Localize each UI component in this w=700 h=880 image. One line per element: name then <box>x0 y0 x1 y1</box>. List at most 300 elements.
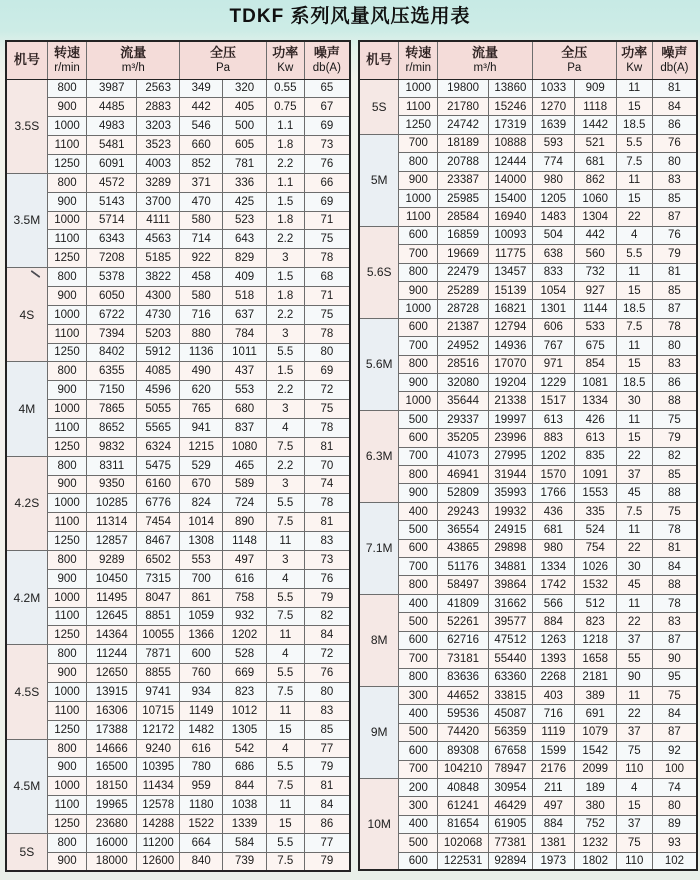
noise-cell: 67 <box>304 98 350 117</box>
pressure-high-cell: 934 <box>180 683 223 702</box>
flow-high-cell: 9289 <box>87 550 137 569</box>
pressure-high-cell: 1301 <box>532 300 574 318</box>
power-cell: 11 <box>616 79 652 97</box>
pressure-low-cell: 637 <box>223 305 267 324</box>
speed-cell: 400 <box>399 705 438 723</box>
speed-cell: 600 <box>399 631 438 649</box>
speed-cell: 800 <box>47 550 87 569</box>
flow-high-cell: 22479 <box>438 263 489 281</box>
speed-cell: 500 <box>399 613 438 631</box>
noise-cell: 66 <box>304 173 350 192</box>
noise-cell: 89 <box>652 815 697 833</box>
table-row <box>6 324 350 343</box>
power-cell: 7.5 <box>266 437 304 456</box>
pressure-high-cell: 941 <box>180 418 223 437</box>
power-cell: 1.8 <box>266 286 304 305</box>
pressure-low-cell: 829 <box>223 249 267 268</box>
power-cell: 45 <box>616 576 652 594</box>
flow-low-cell: 5912 <box>137 343 180 362</box>
flow-high-cell: 13915 <box>87 683 137 702</box>
pressure-high-cell: 566 <box>532 594 574 612</box>
power-cell: 5.5 <box>616 245 652 263</box>
pressure-low-cell: 512 <box>574 594 616 612</box>
flow-high-cell: 12645 <box>87 607 137 626</box>
power-cell: 3 <box>266 324 304 343</box>
pressure-low-cell: 823 <box>223 683 267 702</box>
power-cell: 37 <box>616 815 652 833</box>
noise-cell: 71 <box>304 286 350 305</box>
noise-cell: 92 <box>652 742 697 760</box>
table-row <box>6 154 350 173</box>
flow-low-cell: 23996 <box>488 429 532 447</box>
pressure-low-cell: 675 <box>574 337 616 355</box>
flow-high-cell: 7208 <box>87 249 137 268</box>
pressure-high-cell: 1059 <box>180 607 223 626</box>
power-cell: 37 <box>616 723 652 741</box>
table-row <box>6 173 350 192</box>
speed-cell: 900 <box>47 758 87 777</box>
power-cell: 2.2 <box>266 230 304 249</box>
noise-cell: 83 <box>652 613 697 631</box>
power-cell: 11 <box>616 686 652 704</box>
noise-cell: 74 <box>652 778 697 796</box>
table-row <box>359 613 697 631</box>
table-row <box>6 305 350 324</box>
pressure-low-cell: 643 <box>223 230 267 249</box>
speed-cell: 1100 <box>47 796 87 815</box>
table-row <box>359 650 697 668</box>
flow-low-cell: 13860 <box>488 79 532 97</box>
power-cell: 15 <box>616 97 652 115</box>
noise-cell: 73 <box>304 550 350 569</box>
power-cell: 110 <box>616 852 652 870</box>
flow-low-cell: 33815 <box>488 686 532 704</box>
table-row <box>359 171 697 189</box>
flow-low-cell: 4003 <box>137 154 180 173</box>
noise-cell: 78 <box>652 318 697 336</box>
flow-low-cell: 5203 <box>137 324 180 343</box>
table-row <box>359 79 697 97</box>
model-cell: 4.2M <box>6 550 47 644</box>
flow-high-cell: 9832 <box>87 437 137 456</box>
flow-low-cell: 6502 <box>137 550 180 569</box>
flow-low-cell: 2883 <box>137 98 180 117</box>
flow-low-cell: 39577 <box>488 613 532 631</box>
speed-cell: 600 <box>399 852 438 870</box>
flow-low-cell: 30954 <box>488 778 532 796</box>
flow-low-cell: 4563 <box>137 230 180 249</box>
speed-cell: 1000 <box>399 79 438 97</box>
flow-high-cell: 58497 <box>438 576 489 594</box>
flow-high-cell: 17388 <box>87 720 137 739</box>
power-cell: 2.2 <box>266 154 304 173</box>
pressure-low-cell: 405 <box>223 98 267 117</box>
speed-cell: 1000 <box>47 588 87 607</box>
model-cell: 9M <box>359 686 399 778</box>
power-cell: 4 <box>266 739 304 758</box>
model-cell: 10M <box>359 778 399 870</box>
power-cell: 11 <box>616 594 652 612</box>
table-row <box>6 456 350 475</box>
table-row <box>359 815 697 833</box>
col-header-flow: 流量 m³/h <box>438 41 533 79</box>
model-cell: 4S <box>6 268 47 362</box>
speed-cell: 800 <box>399 576 438 594</box>
col-header-model: 机号 <box>359 41 399 79</box>
pressure-high-cell: 780 <box>180 758 223 777</box>
pressure-low-cell: 754 <box>574 539 616 557</box>
flow-low-cell: 34881 <box>488 558 532 576</box>
power-cell: 22 <box>616 208 652 226</box>
speed-cell: 800 <box>399 153 438 171</box>
table-row <box>359 153 697 171</box>
speed-cell: 800 <box>47 79 87 98</box>
table-row <box>359 834 697 852</box>
noise-cell: 100 <box>652 760 697 778</box>
table-row <box>6 777 350 796</box>
noise-cell: 84 <box>652 705 697 723</box>
speed-cell: 800 <box>47 173 87 192</box>
pressure-low-cell: 426 <box>574 410 616 428</box>
speed-cell: 400 <box>399 594 438 612</box>
flow-high-cell: 40848 <box>438 778 489 796</box>
model-cell: 8M <box>359 594 399 686</box>
power-cell: 37 <box>616 631 652 649</box>
power-cell: 1.5 <box>266 268 304 287</box>
table-row <box>359 189 697 207</box>
pressure-low-cell: 437 <box>223 362 267 381</box>
power-cell: 5.5 <box>266 343 304 362</box>
speed-cell: 800 <box>399 355 438 373</box>
pressure-low-cell: 680 <box>223 400 267 419</box>
speed-cell: 1100 <box>47 230 87 249</box>
pressure-high-cell: 1366 <box>180 626 223 645</box>
table-row <box>6 645 350 664</box>
power-cell: 15 <box>616 797 652 815</box>
speed-cell: 900 <box>399 281 438 299</box>
model-cell: 7.1M <box>359 502 399 594</box>
speed-cell: 800 <box>399 466 438 484</box>
table-row <box>359 594 697 612</box>
pressure-low-cell: 1542 <box>574 742 616 760</box>
table-row <box>6 852 350 871</box>
table-row <box>6 286 350 305</box>
pressure-high-cell: 1973 <box>532 852 574 870</box>
speed-cell: 800 <box>47 268 87 287</box>
power-cell: 7.5 <box>616 153 652 171</box>
pressure-high-cell: 959 <box>180 777 223 796</box>
pressure-high-cell: 1263 <box>532 631 574 649</box>
power-cell: 37 <box>616 466 652 484</box>
model-cell: 5.6M <box>359 318 399 410</box>
pressure-high-cell: 660 <box>180 136 223 155</box>
flow-high-cell: 3987 <box>87 79 137 98</box>
noise-cell: 76 <box>652 226 697 244</box>
flow-high-cell: 89308 <box>438 742 489 760</box>
noise-cell: 78 <box>652 521 697 539</box>
pressure-low-cell: 1802 <box>574 852 616 870</box>
power-cell: 11 <box>616 171 652 189</box>
power-cell: 4 <box>266 569 304 588</box>
speed-cell: 700 <box>399 760 438 778</box>
noise-cell: 81 <box>304 437 350 456</box>
flow-high-cell: 4983 <box>87 117 137 136</box>
noise-cell: 88 <box>652 392 697 410</box>
pressure-low-cell: 589 <box>223 475 267 494</box>
pressure-low-cell: 835 <box>574 447 616 465</box>
noise-cell: 75 <box>652 410 697 428</box>
pressure-low-cell: 409 <box>223 268 267 287</box>
pressure-low-cell: 533 <box>574 318 616 336</box>
power-cell: 3 <box>266 249 304 268</box>
flow-high-cell: 18189 <box>438 134 489 152</box>
col-header-speed: 转速 r/min <box>399 41 438 79</box>
table-row <box>359 705 697 723</box>
pressure-low-cell: 724 <box>223 494 267 513</box>
table-row <box>359 447 697 465</box>
noise-cell: 72 <box>304 645 350 664</box>
pressure-high-cell: 840 <box>180 852 223 871</box>
table-row <box>6 79 350 98</box>
noise-cell: 74 <box>304 475 350 494</box>
power-cell: 18.5 <box>616 300 652 318</box>
flow-high-cell: 51176 <box>438 558 489 576</box>
pressure-low-cell: 1532 <box>574 576 616 594</box>
flow-high-cell: 62716 <box>438 631 489 649</box>
pressure-low-cell: 389 <box>574 686 616 704</box>
table-row <box>6 98 350 117</box>
power-cell: 11 <box>266 701 304 720</box>
pressure-high-cell: 606 <box>532 318 574 336</box>
noise-cell: 84 <box>304 796 350 815</box>
pressure-low-cell: 335 <box>574 502 616 520</box>
flow-high-cell: 29337 <box>438 410 489 428</box>
power-cell: 11 <box>616 410 652 428</box>
speed-cell: 400 <box>399 502 438 520</box>
flow-high-cell: 5143 <box>87 192 137 211</box>
flow-low-cell: 15400 <box>488 189 532 207</box>
pressure-low-cell: 909 <box>574 79 616 97</box>
pressure-high-cell: 1517 <box>532 392 574 410</box>
pressure-high-cell: 670 <box>180 475 223 494</box>
pressure-high-cell: 1202 <box>532 447 574 465</box>
flow-high-cell: 7865 <box>87 400 137 419</box>
pressure-high-cell: 700 <box>180 569 223 588</box>
flow-low-cell: 7454 <box>137 513 180 532</box>
speed-cell: 700 <box>399 650 438 668</box>
speed-cell: 1000 <box>47 494 87 513</box>
pressure-high-cell: 1308 <box>180 532 223 551</box>
speed-cell: 800 <box>47 645 87 664</box>
speed-cell: 600 <box>399 429 438 447</box>
power-cell: 15 <box>266 720 304 739</box>
pressure-high-cell: 1054 <box>532 281 574 299</box>
table-row <box>6 701 350 720</box>
noise-cell: 93 <box>652 834 697 852</box>
noise-cell: 86 <box>304 815 350 834</box>
flow-high-cell: 16000 <box>87 833 137 852</box>
noise-cell: 84 <box>652 97 697 115</box>
pressure-high-cell: 833 <box>532 263 574 281</box>
flow-high-cell: 4572 <box>87 173 137 192</box>
pressure-high-cell: 1334 <box>532 558 574 576</box>
noise-cell: 84 <box>304 626 350 645</box>
flow-high-cell: 20788 <box>438 153 489 171</box>
noise-cell: 69 <box>304 117 350 136</box>
flow-high-cell: 12857 <box>87 532 137 551</box>
flow-low-cell: 5185 <box>137 249 180 268</box>
col-header-pressure: 全压 Pa <box>532 41 616 79</box>
table-row <box>6 211 350 230</box>
flow-high-cell: 73181 <box>438 650 489 668</box>
noise-cell: 69 <box>304 362 350 381</box>
noise-cell: 73 <box>304 136 350 155</box>
noise-cell: 83 <box>304 532 350 551</box>
pressure-high-cell: 600 <box>180 645 223 664</box>
noise-cell: 76 <box>304 154 350 173</box>
table-row <box>6 550 350 569</box>
flow-high-cell: 35205 <box>438 429 489 447</box>
col-header-flow: 流量 m³/h <box>87 41 180 79</box>
pressure-low-cell: 686 <box>223 758 267 777</box>
pressure-low-cell: 1080 <box>223 437 267 456</box>
flow-high-cell: 81654 <box>438 815 489 833</box>
power-cell: 4 <box>266 645 304 664</box>
pressure-high-cell: 767 <box>532 337 574 355</box>
noise-cell: 80 <box>652 153 697 171</box>
table-row <box>6 796 350 815</box>
noise-cell: 86 <box>652 116 697 134</box>
table-row <box>359 466 697 484</box>
pressure-low-cell: 823 <box>574 613 616 631</box>
noise-cell: 102 <box>652 852 697 870</box>
flow-low-cell: 4300 <box>137 286 180 305</box>
speed-cell: 1100 <box>399 97 438 115</box>
power-cell: 2.2 <box>266 456 304 475</box>
power-cell: 7.5 <box>616 502 652 520</box>
flow-low-cell: 10093 <box>488 226 532 244</box>
table-row <box>359 742 697 760</box>
power-cell: 22 <box>616 447 652 465</box>
noise-cell: 71 <box>304 211 350 230</box>
table-row <box>359 226 697 244</box>
flow-high-cell: 8402 <box>87 343 137 362</box>
power-cell: 11 <box>266 796 304 815</box>
pressure-low-cell: 1553 <box>574 484 616 502</box>
pressure-high-cell: 664 <box>180 833 223 852</box>
pressure-high-cell: 1229 <box>532 374 574 392</box>
noise-cell: 79 <box>304 852 350 871</box>
pressure-high-cell: 884 <box>532 815 574 833</box>
flow-low-cell: 10715 <box>137 701 180 720</box>
pressure-low-cell: 844 <box>223 777 267 796</box>
pressure-high-cell: 980 <box>532 539 574 557</box>
power-cell: 7.5 <box>616 318 652 336</box>
pressure-high-cell: 1482 <box>180 720 223 739</box>
flow-low-cell: 16821 <box>488 300 532 318</box>
table-row <box>359 797 697 815</box>
pressure-low-cell: 521 <box>574 134 616 152</box>
table-row <box>359 281 697 299</box>
flow-low-cell: 3700 <box>137 192 180 211</box>
flow-low-cell: 3289 <box>137 173 180 192</box>
pressure-low-cell: 837 <box>223 418 267 437</box>
flow-high-cell: 5378 <box>87 268 137 287</box>
pressure-low-cell: 1334 <box>574 392 616 410</box>
pressure-low-cell: 524 <box>574 521 616 539</box>
flow-high-cell: 21780 <box>438 97 489 115</box>
power-cell: 5.5 <box>266 494 304 513</box>
pressure-high-cell: 1205 <box>532 189 574 207</box>
pressure-low-cell: 1148 <box>223 532 267 551</box>
power-cell: 15 <box>616 281 652 299</box>
noise-cell: 81 <box>652 263 697 281</box>
noise-cell: 81 <box>304 513 350 532</box>
flow-low-cell: 8047 <box>137 588 180 607</box>
table-row <box>359 631 697 649</box>
flow-high-cell: 29243 <box>438 502 489 520</box>
flow-high-cell: 102068 <box>438 834 489 852</box>
speed-cell: 800 <box>47 833 87 852</box>
power-cell: 1.1 <box>266 173 304 192</box>
table-row <box>359 760 697 778</box>
noise-cell: 83 <box>304 701 350 720</box>
speed-cell: 900 <box>47 569 87 588</box>
flow-high-cell: 59536 <box>438 705 489 723</box>
flow-low-cell: 5475 <box>137 456 180 475</box>
flow-low-cell: 14000 <box>488 171 532 189</box>
flow-high-cell: 28516 <box>438 355 489 373</box>
pressure-high-cell: 971 <box>532 355 574 373</box>
table-row <box>359 852 697 870</box>
noise-cell: 75 <box>304 400 350 419</box>
pressure-low-cell: 553 <box>223 381 267 400</box>
flow-low-cell: 7315 <box>137 569 180 588</box>
pressure-high-cell: 593 <box>532 134 574 152</box>
speed-cell: 900 <box>399 171 438 189</box>
flow-high-cell: 74420 <box>438 723 489 741</box>
flow-high-cell: 11244 <box>87 645 137 664</box>
speed-cell: 1000 <box>47 117 87 136</box>
speed-cell: 700 <box>399 134 438 152</box>
page-title: TDKF 系列风量风压选用表 <box>229 6 471 27</box>
table-row <box>359 318 697 336</box>
col-header-speed: 转速 r/min <box>47 41 87 79</box>
noise-cell: 79 <box>304 588 350 607</box>
flow-low-cell: 61905 <box>488 815 532 833</box>
table-row <box>359 355 697 373</box>
power-cell: 30 <box>616 392 652 410</box>
power-cell: 11 <box>616 337 652 355</box>
noise-cell: 78 <box>304 324 350 343</box>
table-row <box>6 249 350 268</box>
table-row <box>359 686 697 704</box>
flow-high-cell: 24742 <box>438 116 489 134</box>
col-header-noise: 噪声 db(A) <box>652 41 697 79</box>
flow-high-cell: 52809 <box>438 484 489 502</box>
flow-high-cell: 12650 <box>87 664 137 683</box>
noise-cell: 90 <box>652 650 697 668</box>
pressure-high-cell: 1014 <box>180 513 223 532</box>
speed-cell: 1100 <box>399 208 438 226</box>
power-cell: 3 <box>266 475 304 494</box>
flow-high-cell: 18000 <box>87 852 137 871</box>
noise-cell: 87 <box>652 723 697 741</box>
flow-high-cell: 25985 <box>438 189 489 207</box>
table-row <box>6 569 350 588</box>
speed-cell: 900 <box>47 98 87 117</box>
flow-high-cell: 24952 <box>438 337 489 355</box>
